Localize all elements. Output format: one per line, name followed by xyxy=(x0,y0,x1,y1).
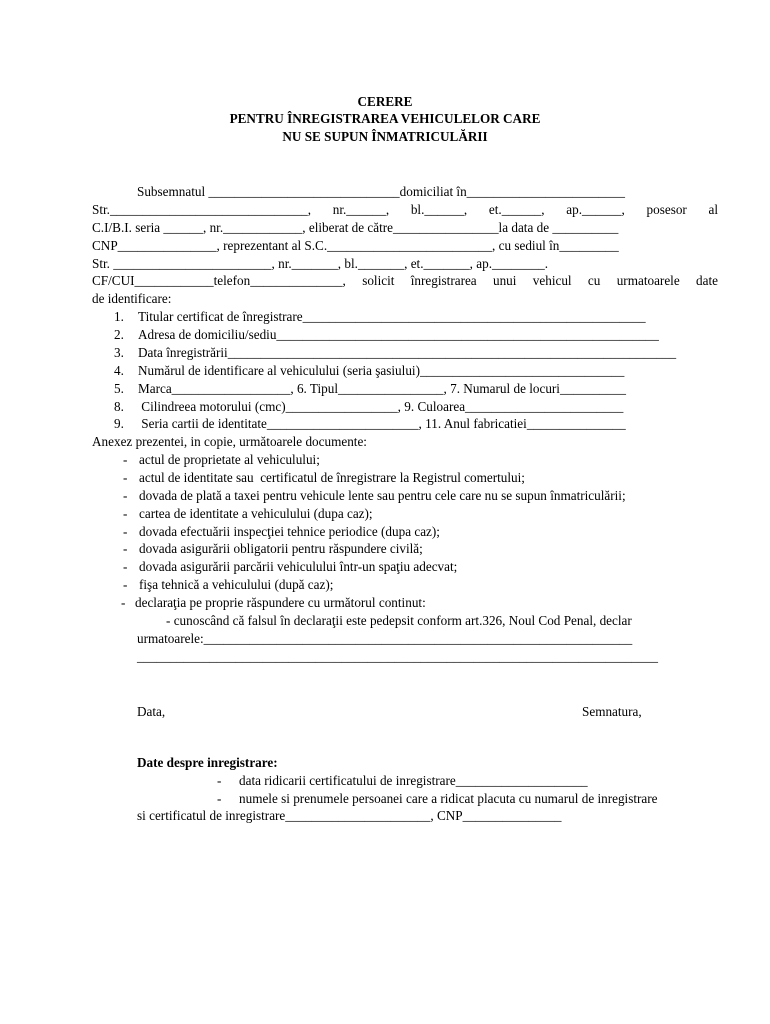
bullet-dash: - xyxy=(123,559,128,574)
bullet-dash: - xyxy=(123,541,128,556)
ident-item-card-year: Seria cartii de identitate_______________________, 11. Anul fabricatiei_______________ xyxy=(138,416,626,431)
ident-num: 3. xyxy=(114,345,124,360)
bullet-dash: - xyxy=(123,452,128,467)
bullet-dash: - xyxy=(123,524,128,539)
annex-item: cartea de identitate a vehiculului (dupa caz); xyxy=(139,506,373,521)
bullet-dash: - xyxy=(123,506,128,521)
ident-item-date: Data înregistrării____________________________________________________________________ xyxy=(138,345,677,360)
ident-item-holder: Titular certificat de înregistrare____________________________________________________ xyxy=(138,309,646,324)
applicant-line-cui: CF/CUI____________telefon______________, solicit înregistrarea unui vehicul cu urmatoarele date xyxy=(92,273,718,288)
ident-item-address: Adresa de domiciliu/sediu__________________________________________________________ xyxy=(138,327,659,342)
annex-item: dovada efectuării inspecţiei tehnice periodice (dupa caz); xyxy=(139,524,440,539)
doc-title: CERERE xyxy=(357,94,413,109)
annex-item: dovada asigurării obligatorii pentru răspundere civilă; xyxy=(139,541,423,556)
signature-label: Semnatura, xyxy=(582,704,642,719)
applicant-line-cnp: CNP_______________, reprezentant al S.C._________________________, cu sediul în_________ xyxy=(92,238,619,253)
bullet-dash: - xyxy=(217,773,222,788)
annex-item: dovada asigurării parcării vehiculului într-un spaţiu adecvat; xyxy=(139,559,458,574)
registration-item-person-cont: si certificatul de inregistrare______________________, CNP_______________ xyxy=(137,808,562,823)
registration-item-pickup-date: data ridicarii certificatului de inregistrare____________________ xyxy=(239,773,588,788)
annex-item: actul de identitate sau certificatul de înregistrare la Registrul comertului; xyxy=(139,470,525,485)
ident-item-engine-color: Cilindreea motorului (cmc)_________________, 9. Culoarea________________________ xyxy=(138,399,624,414)
ident-num: 8. xyxy=(114,399,124,414)
bullet-dash: - xyxy=(123,577,128,592)
doc-subtitle-line1: PENTRU ÎNREGISTRAREA VEHICULELOR CARE xyxy=(229,111,541,126)
bullet-dash: - xyxy=(121,595,126,610)
annex-item: dovada de plată a taxei pentru vehicule lente sau pentru cele care nu se supun înmatriculării; xyxy=(139,488,626,503)
date-label: Data, xyxy=(137,704,166,719)
applicant-line-ident: de identificare: xyxy=(92,291,172,306)
annex-declaration: declaraţia pe proprie răspundere cu următorul continut: xyxy=(135,595,426,610)
applicant-line-street: Str.______________________________, nr.______, bl.______, et.______, ap.______, posesor al xyxy=(92,202,718,217)
ident-item-vin: Numărul de identificare al vehiculului (seria şasiului)_______________________________ xyxy=(138,363,625,378)
ident-num: 2. xyxy=(114,327,124,342)
bullet-dash: - xyxy=(123,470,128,485)
ident-num: 5. xyxy=(114,381,124,396)
declaration-blank-2: _______________________________________________________________________________ xyxy=(137,649,658,664)
applicant-line-id-card: C.I/B.I. seria ______, nr.____________, eliberat de către________________la data de __________ xyxy=(92,220,619,235)
ident-num: 1. xyxy=(114,309,124,324)
ident-item-make-type-seats: Marca__________________, 6. Tipul________________, 7. Numarul de locuri__________ xyxy=(138,381,626,396)
registration-heading: Date despre inregistrare: xyxy=(137,755,278,770)
declaration-text: - cunoscând că falsul în declaraţii este pedepsit conform art.326, Noul Cod Penal, declar xyxy=(166,613,632,628)
ident-num: 4. xyxy=(114,363,124,378)
bullet-dash: - xyxy=(123,488,128,503)
bullet-dash: - xyxy=(217,791,222,806)
annex-item: actul de proprietate al vehiculului; xyxy=(139,452,320,467)
registration-item-person: numele si prenumele persoanei care a ridicat placuta cu numarul de inregistrare xyxy=(239,791,658,806)
applicant-line-name: Subsemnatul _____________________________domiciliat în________________________ xyxy=(137,184,625,199)
doc-subtitle-line2: NU SE SUPUN ÎNMATRICULĂRII xyxy=(282,129,488,144)
declaration-blank-1: urmatoarele:_________________________________________________________________ xyxy=(137,631,633,646)
annex-intro: Anexez prezentei, in copie, următoarele documente: xyxy=(92,434,367,449)
annex-item: fişa tehnică a vehiculului (după caz); xyxy=(139,577,334,592)
applicant-line-company-street: Str. ________________________, nr._______, bl._______, et._______, ap.________. xyxy=(92,256,549,271)
ident-num: 9. xyxy=(114,416,124,431)
